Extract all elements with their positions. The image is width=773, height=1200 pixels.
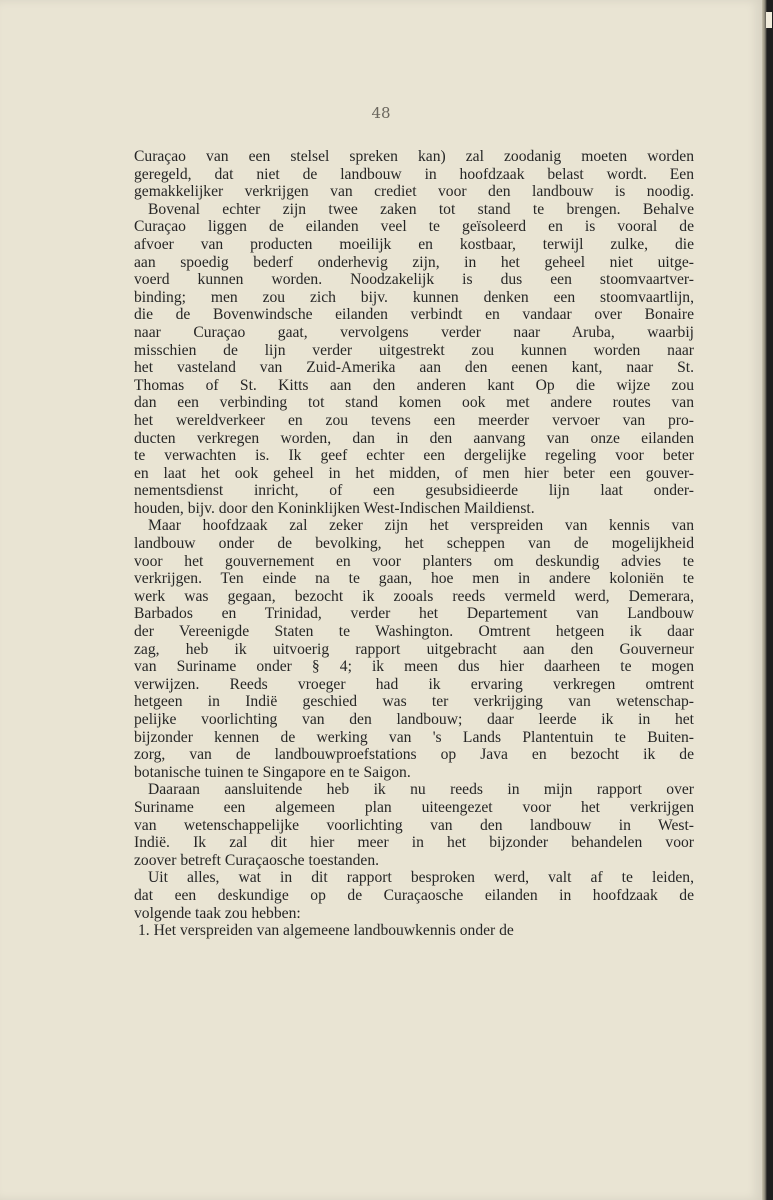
text-line: zag, heb ik uitvoerig rapport uitgebracht aan den Gouverneur [134, 640, 694, 658]
text-line: afvoer van producten moeilijk en kostbaar, terwijl zulke, die [134, 235, 694, 253]
text-line: aan spoedig bederf onderhevig zijn, in het geheel niet uitge- [134, 253, 694, 271]
text-line: landbouw onder de bevolking, het scheppen van de mogelijkheid [134, 535, 694, 553]
text-line: van wetenschappelijke voorlichting van den landbouw in West- [134, 816, 694, 834]
text-line: Barbados en Trinidad, verder het Departement van Landbouw [134, 605, 694, 623]
text-line: hetgeen in Indië geschied was ter verkrijging van wetenschap- [134, 693, 694, 711]
scan-edge [762, 0, 773, 1200]
text-line: voerd kunnen worden. Noodzakelijk is dus een stoomvaartver- [134, 271, 694, 289]
text-line: ducten verkregen worden, dan in den aanvang van onze eilanden [134, 429, 694, 447]
text-line: Bovenal echter zijn twee zaken tot stand te brengen. Behalve [148, 200, 694, 218]
text-line: binding; men zou zich bijv. kunnen denken een stoomvaartlijn, [134, 288, 694, 306]
text-line: 1. Het verspreiden van algemeene landbouwkennis onder de [138, 922, 514, 940]
text-line: het wereldverkeer en zou tevens een meerder vervoer van pro- [134, 411, 694, 429]
text-line: pelijke voorlichting van den landbouw; daar leerde ik in het [134, 711, 694, 728]
body-text [134, 148, 694, 940]
text-line: bijzonder kennen de werking van 's Lands Plantentuin te Buiten- [134, 728, 694, 746]
text-line: zoover betreft Curaçaosche toestanden. [134, 851, 380, 869]
text-line: Indië. Ik zal dit hier meer in het bijzonder behandelen voor [134, 834, 694, 852]
text-line: Curaçao van een stelsel spreken kan) zal zoodanig moeten worden [134, 148, 694, 165]
text-line: gemakkelijker verkrijgen van crediet voor den landbouw is noodig. [134, 183, 694, 201]
text-line: van Suriname onder § 4; ik meen dus hier daarheen te mogen [134, 658, 694, 676]
text-line: en laat het ook geheel in het midden, of men hier beter een gouver- [134, 464, 694, 482]
text-line: voor het gouvernement en voor planters om deskundig advies te [134, 552, 694, 570]
text-line: dat een deskundige op de Curaçaosche eilanden in hoofdzaak de [134, 886, 694, 904]
text-line: naar Curaçao gaat, vervolgens verder naar Aruba, waarbij [134, 323, 694, 341]
text-line: verwijzen. Reeds vroeger had ik ervaring verkregen omtrent [134, 675, 694, 693]
text-line: die de Bovenwindsche eilanden verbindt en vandaar over Bonaire [134, 306, 694, 324]
edge-marker [766, 12, 772, 28]
text-line: misschien de lijn verder uitgestrekt zou kunnen worden naar [134, 341, 694, 359]
text-line: Daaraan aansluitende heb ik nu reeds in mijn rapport over [148, 781, 694, 799]
text-line: nementsdienst inricht, of een gesubsidieerde lijn laat onder- [134, 482, 694, 500]
text-line: Curaçao liggen de eilanden veel te geïsoleerd en is vooral de [134, 218, 694, 236]
text-line: te verwachten is. Ik geef echter een dergelijke regeling voor beter [134, 447, 694, 465]
text-line: werk was gegaan, bezocht ik zooals reeds vermeld werd, Demerara, [134, 587, 694, 605]
text-line: botanische tuinen te Singapore en te Saigon. [134, 763, 411, 781]
text-line: houden, bijv. door den Koninklijken West-Indischen Maildienst. [134, 499, 535, 517]
text-line: geregeld, dat niet de landbouw in hoofdzaak belast wordt. Een [134, 165, 694, 183]
text-line: Uit alles, wat in dit rapport besproken werd, valt af te leiden, [148, 869, 694, 887]
text-line: dan een verbinding tot stand komen ook met andere routes van [134, 394, 694, 412]
text-line: der Vereenigde Staten te Washington. Omtrent hetgeen ik daar [134, 623, 694, 641]
text-line: Suriname een algemeen plan uiteengezet voor het verkrijgen [134, 798, 694, 816]
page-number: 48 [371, 104, 391, 122]
text-line: zorg, van de landbouwproefstations op Java en bezocht ik de [134, 746, 694, 764]
text-line: het vasteland van Zuid-Amerika aan den eenen kant, naar St. [134, 359, 694, 377]
text-line: verkrijgen. Ten einde na te gaan, hoe men in andere koloniën te [134, 570, 694, 588]
text-line: volgende taak zou hebben: [134, 904, 301, 922]
text-line: Thomas of St. Kitts aan den anderen kant Op die wijze zou [134, 376, 694, 394]
text-line: Maar hoofdzaak zal zeker zijn het verspreiden van kennis van [148, 517, 694, 535]
